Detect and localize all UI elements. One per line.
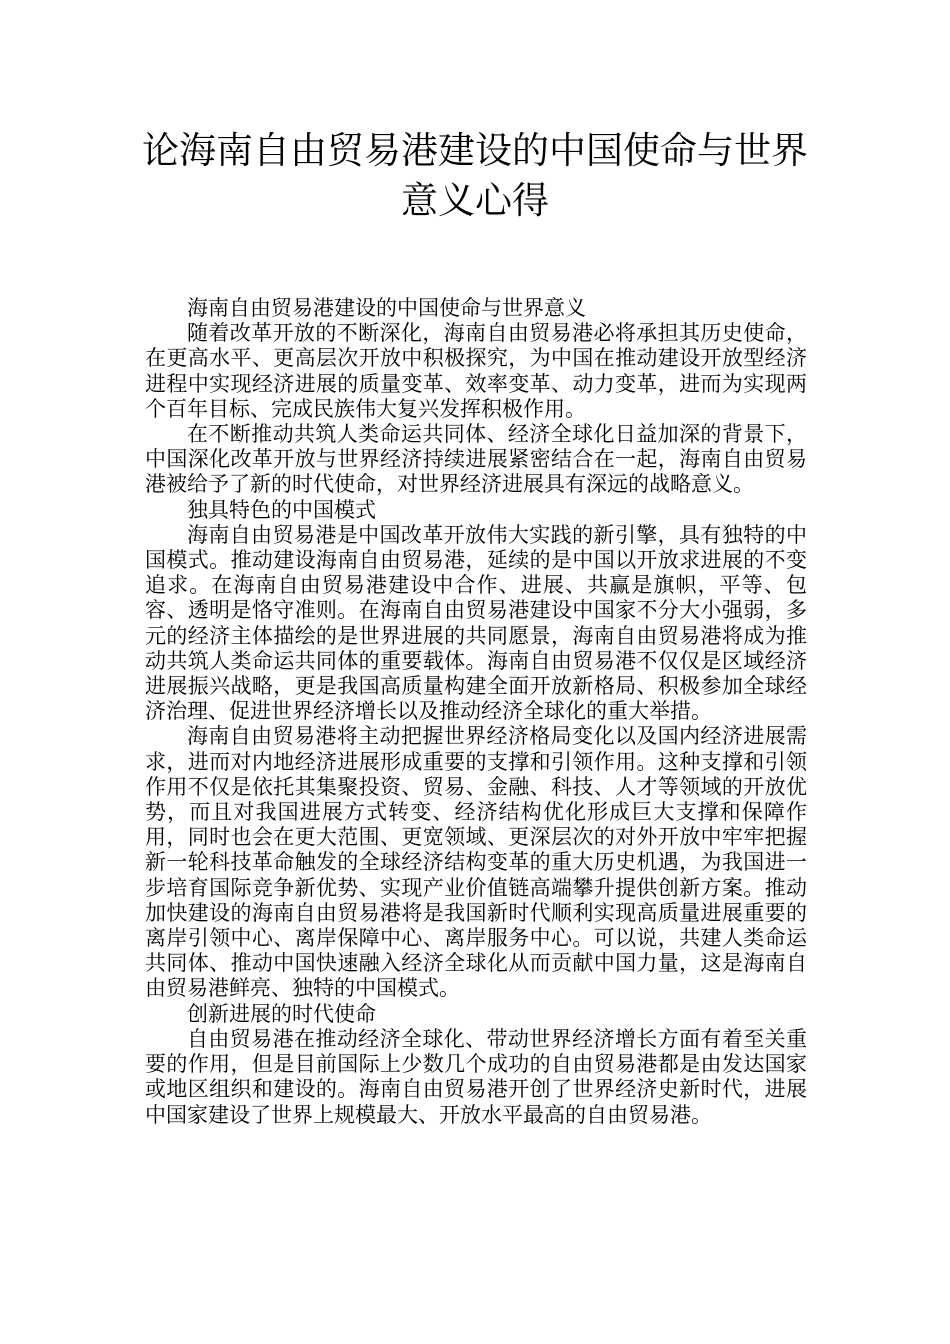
body-paragraph: 自由贸易港在推动经济全球化、带动世界经济增长方面有着至关重要的作用，但是目前国际上少数几个成功的自由贸易港都是由发达国家或地区组织和建设的。海南自由贸易港开创了世界经济史新时代，进展中国家建设了世界上规模最大、开放水平最高的自由贸易港。 xyxy=(145,1026,807,1127)
document-title: 论海南自由贸易港建设的中国使命与世界意义心得 xyxy=(142,129,808,222)
body-paragraph: 在不断推动共筑人类命运共同体、经济全球化日益加深的背景下，中国深化改革开放与世界经济持续进展紧密结合在一起，海南自由贸易港被给予了新的时代使命，对世界经济进展具有深远的战略意义。 xyxy=(145,422,807,497)
section-heading: 海南自由贸易港建设的中国使命与世界意义 xyxy=(187,296,586,320)
body-paragraph: 海南自由贸易港将主动把握世界经济格局变化以及国内经济进展需求，进而对内地经济进展形成重要的支撑和引领作用。这种支撑和引领作用不仅是依托其集聚投资、贸易、金融、科技、人才等领域的开放优势，而且对我国进展方式转变、经济结构优化形成巨大支撑和保障作用，同时也会在更大范围、更宽领域、更深层次的对外开放中牢牢把握新一轮科技革命触发的全球经济结构变革的重大历史机遇，为我国进一步培育国际竞争新优势、实现产业价值链高端攀升提供创新方案。推动加快建设的海南自由贸易港将是我国新时代顺利实现高质量进展重要的离岸引领中心、离岸保障中心、离岸服务中心。可以说，共建人类命运共同体、推动中国快速融入经济全球化从而贡献中国力量，这是海南自由贸易港鲜亮、独特的中国模式。 xyxy=(145,724,807,1001)
body-paragraph: 海南自由贸易港是中国改革开放伟大实践的新引擎，具有独特的中国模式。推动建设海南自由贸易港，延续的是中国以开放求进展的不变追求。在海南自由贸易港建设中合作、进展、共赢是旗帜，平等、包容、透明是恪守准则。在海南自由贸易港建设中国家不分大小强弱，多元的经济主体描绘的是世界进展的共同愿景，海南自由贸易港将成为推动共筑人类命运共同体的重要载体。海南自由贸易港不仅仅是区域经济进展振兴战略，更是我国高质量构建全面开放新格局、积极参加全球经济治理、促进世界经济增长以及推动经济全球化的重大举措。 xyxy=(145,522,807,724)
section-heading: 创新进展的时代使命 xyxy=(187,1001,376,1026)
body-paragraph: 随着改革开放的不断深化，海南自由贸易港必将承担其历史使命，在更高水平、更高层次开放中积极探究，为中国在推动建设开放型经济进程中实现经济进展的质量变革、效率变革、动力变革，进而为实现两个百年目标、完成民族伟大复兴发挥积极作用。 xyxy=(145,321,807,421)
section-heading: 独具特色的中国模式 xyxy=(187,497,376,522)
document-body xyxy=(145,296,807,1128)
